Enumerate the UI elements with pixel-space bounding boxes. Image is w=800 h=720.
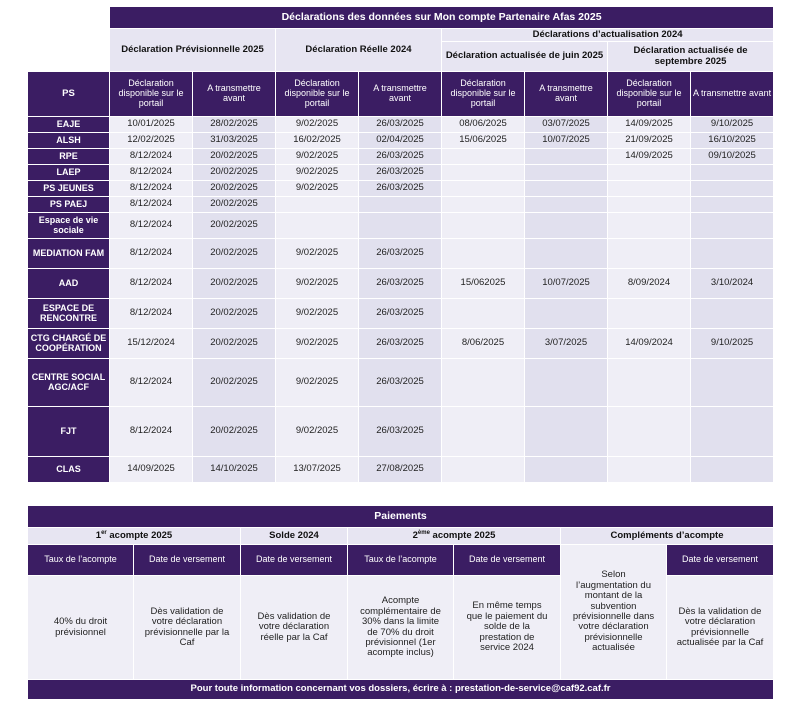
value-date-solde: Dès validation de votre déclaration réelle par la Caf: [241, 576, 348, 680]
header-date: Date de versement: [241, 545, 348, 576]
table-row: [28, 213, 774, 239]
date-cell: 21/09/2025: [608, 133, 691, 149]
ps-label: CLAS: [28, 457, 110, 483]
date-cell: 26/03/2025: [359, 165, 442, 181]
col-header-ps: PS: [28, 72, 110, 117]
value-date-complements: Dès la validation de votre déclaration prévisionnelle actualisée par la Caf: [667, 576, 774, 680]
date-cell: [442, 197, 525, 213]
group-actualisation: Déclarations d’actualisation 2024: [442, 29, 774, 42]
table-row: [28, 239, 774, 269]
date-cell: [691, 213, 774, 239]
table-row: [28, 197, 774, 213]
date-cell: 12/02/2025: [110, 133, 193, 149]
group-septembre: Déclaration actualisée de septembre 2025: [608, 42, 774, 72]
date-cell: [691, 359, 774, 407]
date-cell: 15/062025: [442, 269, 525, 299]
value-taux-1: 40% du droit prévisionnel: [28, 576, 134, 680]
date-cell: [608, 299, 691, 329]
date-cell: 20/02/2025: [193, 299, 276, 329]
date-cell: 16/10/2025: [691, 133, 774, 149]
date-cell: [608, 181, 691, 197]
date-cell: [276, 197, 359, 213]
date-cell: 27/08/2025: [359, 457, 442, 483]
date-cell: 08/06/2025: [442, 117, 525, 133]
date-cell: [442, 359, 525, 407]
date-cell: [608, 457, 691, 483]
date-cell: 26/03/2025: [359, 149, 442, 165]
ps-label: LAEP: [28, 165, 110, 181]
group-2eme-acompte: 2ème acompte 2025: [348, 528, 561, 545]
date-cell: [525, 299, 608, 329]
ps-label: CENTRE SOCIAL AGC/ACF: [28, 359, 110, 407]
date-cell: 15/12/2024: [110, 329, 193, 359]
date-cell: 20/02/2025: [193, 407, 276, 457]
ps-label: PS PAEJ: [28, 197, 110, 213]
date-cell: [442, 239, 525, 269]
date-cell: 26/03/2025: [359, 181, 442, 197]
date-cell: 10/07/2025: [525, 133, 608, 149]
paiements-table: [27, 505, 774, 700]
date-cell: 9/02/2025: [276, 239, 359, 269]
date-cell: [691, 165, 774, 181]
col-header-dispo: Déclaration disponible sur le portail: [110, 72, 193, 117]
date-cell: 28/02/2025: [193, 117, 276, 133]
table-row: [28, 299, 774, 329]
date-cell: 9/02/2025: [276, 407, 359, 457]
date-cell: 20/02/2025: [193, 213, 276, 239]
paiements-title: Paiements: [28, 506, 774, 528]
table-row: [28, 165, 774, 181]
date-cell: [691, 457, 774, 483]
date-cell: [691, 407, 774, 457]
declarations-table: [27, 6, 774, 483]
date-cell: 9/02/2025: [276, 117, 359, 133]
date-cell: [359, 197, 442, 213]
date-cell: 20/02/2025: [193, 329, 276, 359]
table-row: [28, 329, 774, 359]
date-cell: [442, 149, 525, 165]
date-cell: 10/07/2025: [525, 269, 608, 299]
ps-label: AAD: [28, 269, 110, 299]
header-taux: Taux de l’acompte: [348, 545, 454, 576]
date-cell: 8/12/2024: [110, 269, 193, 299]
value-taux-2: Acompte complémentaire de 30% dans la limite de 70% du droit prévisionnel (1er acompte inclus): [348, 576, 454, 680]
date-cell: 20/02/2025: [193, 149, 276, 165]
date-cell: 8/12/2024: [110, 299, 193, 329]
group-reelle: Déclaration Réelle 2024: [276, 29, 442, 72]
date-cell: [442, 407, 525, 457]
table-row: [28, 269, 774, 299]
date-cell: [442, 165, 525, 181]
date-cell: 26/03/2025: [359, 117, 442, 133]
date-cell: 13/07/2025: [276, 457, 359, 483]
date-cell: 9/10/2025: [691, 117, 774, 133]
date-cell: 8/12/2024: [110, 239, 193, 269]
date-cell: [608, 197, 691, 213]
date-cell: [442, 213, 525, 239]
date-cell: [525, 165, 608, 181]
date-cell: 8/12/2024: [110, 149, 193, 165]
table-row: [28, 133, 774, 149]
date-cell: 26/03/2025: [359, 359, 442, 407]
date-cell: 8/06/2025: [442, 329, 525, 359]
col-header-dispo: Déclaration disponible sur le portail: [442, 72, 525, 117]
col-header-transmettre: A transmettre avant: [691, 72, 774, 117]
date-cell: [525, 359, 608, 407]
date-cell: 20/02/2025: [193, 359, 276, 407]
header-taux: Taux de l’acompte: [28, 545, 134, 576]
header-date: Date de versement: [454, 545, 561, 576]
declarations-title: Déclarations des données sur Mon compte Partenaire Afas 2025: [110, 7, 774, 29]
date-cell: 9/02/2025: [276, 299, 359, 329]
col-header-transmettre: A transmettre avant: [193, 72, 276, 117]
date-cell: 02/04/2025: [359, 133, 442, 149]
date-cell: [525, 197, 608, 213]
date-cell: [608, 213, 691, 239]
date-cell: [525, 213, 608, 239]
date-cell: [608, 165, 691, 181]
date-cell: 9/02/2025: [276, 329, 359, 359]
footer-contact: Pour toute information concernant vos dossiers, écrire à : prestation-de-service@caf92.caf.fr: [28, 680, 774, 700]
date-cell: 26/03/2025: [359, 299, 442, 329]
date-cell: [276, 213, 359, 239]
ps-label: MEDIATION FAM: [28, 239, 110, 269]
date-cell: 20/02/2025: [193, 269, 276, 299]
date-cell: [691, 239, 774, 269]
date-cell: [691, 299, 774, 329]
date-cell: 14/09/2025: [608, 117, 691, 133]
table-row: [28, 359, 774, 407]
date-cell: [691, 197, 774, 213]
date-cell: 8/12/2024: [110, 359, 193, 407]
date-cell: 16/02/2025: [276, 133, 359, 149]
ps-label: PS JEUNES: [28, 181, 110, 197]
date-cell: 26/03/2025: [359, 239, 442, 269]
date-cell: 26/03/2025: [359, 269, 442, 299]
date-cell: [525, 407, 608, 457]
date-cell: 14/09/2025: [608, 149, 691, 165]
date-cell: [525, 149, 608, 165]
date-cell: [691, 181, 774, 197]
date-cell: 9/10/2025: [691, 329, 774, 359]
group-previsionnelle: Déclaration Prévisionnelle 2025: [110, 29, 276, 72]
date-cell: 3/10/2024: [691, 269, 774, 299]
date-cell: [442, 299, 525, 329]
ps-label: Espace de vie sociale: [28, 213, 110, 239]
ps-label: ESPACE DE RENCONTRE: [28, 299, 110, 329]
date-cell: [525, 239, 608, 269]
date-cell: 03/07/2025: [525, 117, 608, 133]
date-cell: 14/09/2025: [110, 457, 193, 483]
group-solde: Solde 2024: [241, 528, 348, 545]
ps-label: RPE: [28, 149, 110, 165]
group-juin: Déclaration actualisée de juin 2025: [442, 42, 608, 72]
table-row: [28, 457, 774, 483]
date-cell: 20/02/2025: [193, 197, 276, 213]
ps-label: CTG CHARGÉ DE COOPÉRATION: [28, 329, 110, 359]
date-cell: [525, 457, 608, 483]
date-cell: 8/12/2024: [110, 407, 193, 457]
group-1er-acompte: 1er acompte 2025: [28, 528, 241, 545]
group-complements: Compléments d’acompte: [561, 528, 774, 545]
date-cell: 20/02/2025: [193, 181, 276, 197]
col-header-transmettre: A transmettre avant: [525, 72, 608, 117]
date-cell: [525, 181, 608, 197]
date-cell: [608, 239, 691, 269]
date-cell: [442, 181, 525, 197]
table-row: [28, 181, 774, 197]
table-row: [28, 149, 774, 165]
value-date-2: En même temps que le paiement du solde de la prestation de service 2024: [454, 576, 561, 680]
date-cell: [442, 457, 525, 483]
value-date-1: Dès validation de votre déclaration prévisionnelle par la Caf: [134, 576, 241, 680]
date-cell: 9/02/2025: [276, 149, 359, 165]
ps-label: EAJE: [28, 117, 110, 133]
date-cell: [608, 359, 691, 407]
date-cell: 31/03/2025: [193, 133, 276, 149]
date-cell: 14/09/2024: [608, 329, 691, 359]
date-cell: [359, 213, 442, 239]
table-row: [28, 117, 774, 133]
col-header-dispo: Déclaration disponible sur le portail: [276, 72, 359, 117]
date-cell: 8/09/2024: [608, 269, 691, 299]
header-date: Date de versement: [667, 545, 774, 576]
date-cell: 8/12/2024: [110, 181, 193, 197]
date-cell: 26/03/2025: [359, 407, 442, 457]
date-cell: 9/02/2025: [276, 181, 359, 197]
ps-label: FJT: [28, 407, 110, 457]
table-row: [28, 407, 774, 457]
date-cell: 20/02/2025: [193, 165, 276, 181]
complements-selon: Selon l’augmentation du montant de la subvention prévisionnelle dans votre déclaration prévisionnelle actualisée: [561, 545, 667, 680]
date-cell: 26/03/2025: [359, 329, 442, 359]
date-cell: 9/02/2025: [276, 269, 359, 299]
date-cell: 8/12/2024: [110, 213, 193, 239]
col-header-transmettre: A transmettre avant: [359, 72, 442, 117]
date-cell: 8/12/2024: [110, 197, 193, 213]
col-header-dispo: Déclaration disponible sur le portail: [608, 72, 691, 117]
date-cell: 14/10/2025: [193, 457, 276, 483]
declarations-body: [28, 117, 774, 483]
date-cell: 9/02/2025: [276, 359, 359, 407]
date-cell: [608, 407, 691, 457]
ps-label: ALSH: [28, 133, 110, 149]
header-date: Date de versement: [134, 545, 241, 576]
date-cell: 09/10/2025: [691, 149, 774, 165]
date-cell: 9/02/2025: [276, 165, 359, 181]
date-cell: 20/02/2025: [193, 239, 276, 269]
date-cell: 10/01/2025: [110, 117, 193, 133]
date-cell: 3/07/2025: [525, 329, 608, 359]
date-cell: 8/12/2024: [110, 165, 193, 181]
date-cell: 15/06/2025: [442, 133, 525, 149]
